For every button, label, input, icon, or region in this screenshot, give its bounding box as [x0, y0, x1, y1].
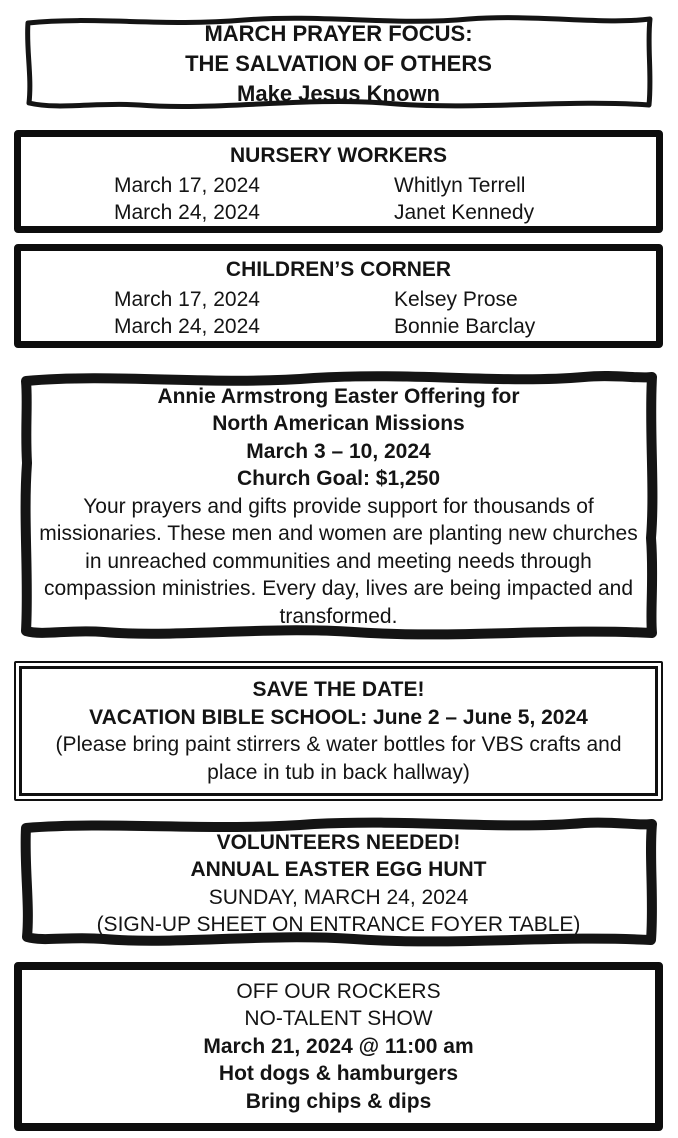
offering-heading-line: Church Goal: $1,250 [236, 467, 441, 491]
talent-show-line: Bring chips & dips [245, 1089, 432, 1113]
vbs-line: SAVE THE DATE! [252, 678, 425, 701]
nursery-workers-box [14, 130, 663, 233]
easter-egg-hunt-box [14, 815, 663, 952]
childrens-corner-title: CHILDREN’S CORNER [225, 258, 452, 281]
vbs-line: VACATION BIBLE SCHOOL: June 2 – June 5, 2024 [89, 705, 588, 729]
roster-date: March 17, 2024 [114, 288, 260, 311]
talent-show-line: Hot dogs & hamburgers [218, 1062, 459, 1086]
roster-name: Janet Kennedy [394, 201, 535, 224]
nursery-workers-roster [21, 169, 656, 226]
nursery-workers-title: NURSERY WORKERS [229, 144, 448, 167]
offering-heading-line: March 3 – 10, 2024 [246, 439, 431, 463]
egg-hunt-line: VOLUNTEERS NEEDED! [216, 830, 461, 854]
roster-name: Whitlyn Terrell [394, 174, 526, 197]
egg-hunt-line: SUNDAY, MARCH 24, 2024 [208, 885, 469, 909]
childrens-corner-box [14, 244, 663, 348]
vbs-save-the-date-box [14, 661, 663, 801]
talent-show-line: March 21, 2024 @ 11:00 am [203, 1034, 474, 1058]
offering-heading-line: Annie Armstrong Easter Offering for [157, 384, 520, 408]
vbs-inner-frame [19, 666, 658, 796]
roster-row [114, 199, 656, 226]
prayer-focus-box [14, 10, 663, 118]
prayer-focus-line: MARCH PRAYER FOCUS: [204, 21, 473, 46]
roster-row [114, 313, 656, 340]
prayer-focus-line: Make Jesus Known [237, 81, 440, 106]
roster-date: March 17, 2024 [114, 174, 260, 197]
egg-hunt-line: (SIGN-UP SHEET ON ENTRANCE FOYER TABLE) [96, 913, 581, 936]
roster-date: March 24, 2024 [114, 315, 260, 338]
talent-show-line: OFF OUR ROCKERS [236, 979, 441, 1003]
roster-row [114, 172, 656, 199]
talent-show-line: NO-TALENT SHOW [244, 1007, 433, 1031]
no-talent-show-box [14, 962, 663, 1131]
no-talent-show-content [22, 970, 655, 1123]
easter-egg-hunt-content [14, 815, 663, 952]
easter-offering-box [14, 368, 663, 645]
roster-date: March 24, 2024 [114, 201, 260, 224]
roster-row [114, 286, 656, 313]
offering-heading-line: North American Missions [212, 412, 465, 436]
childrens-corner-roster [21, 283, 656, 340]
vbs-line: (Please bring paint stirrers & water bottles for VBS crafts and place in tub in back hallway) [55, 733, 622, 784]
vbs-content [22, 669, 655, 793]
offering-body-text: Your prayers and gifts provide support for thousands of missionaries. These men and women are planting new churches in unreached communities and meeting needs through compassion ministries. Every day, lives are being impacted and transformed. [39, 494, 638, 628]
egg-hunt-line: ANNUAL EASTER EGG HUNT [190, 858, 487, 881]
prayer-focus-line: THE SALVATION OF OTHERS [185, 51, 492, 76]
easter-offering-content [14, 368, 663, 645]
roster-name: Kelsey Prose [394, 288, 518, 311]
roster-name: Bonnie Barclay [394, 315, 536, 338]
prayer-focus-content [14, 10, 663, 118]
